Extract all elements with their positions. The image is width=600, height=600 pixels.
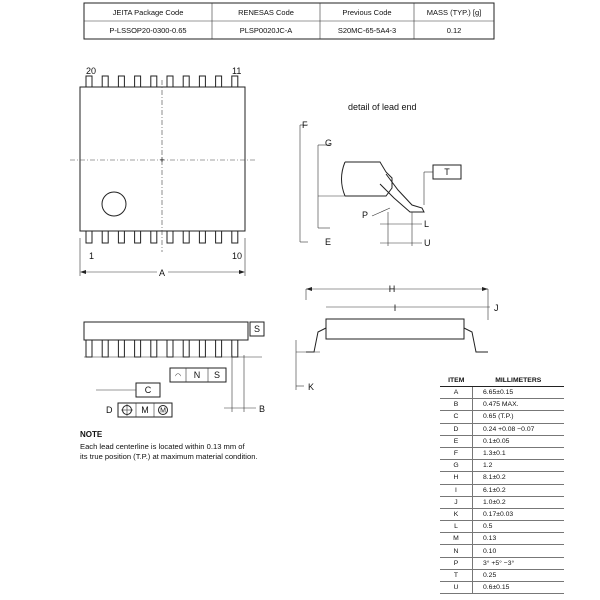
dim-item: L: [440, 521, 473, 533]
note-line-2: its true position (T.P.) at maximum material condition.: [80, 452, 258, 461]
dim-item: K: [440, 508, 473, 520]
dim-item: C: [440, 411, 473, 423]
pin-label-1: 1: [89, 251, 95, 261]
pin: [151, 76, 157, 87]
svg-text:+: +: [159, 155, 165, 165]
front-label-m: M: [141, 405, 149, 415]
dim-row: [440, 545, 564, 557]
dim-row: [440, 496, 564, 508]
header-previous: Previous Code: [342, 8, 392, 17]
pin: [199, 76, 205, 87]
front-label-s2: S: [213, 370, 221, 380]
dim-row: [440, 484, 564, 496]
pin: [151, 340, 157, 357]
dim-value: 1.2: [473, 460, 565, 472]
dim-row: [440, 533, 564, 545]
dim-row: [440, 472, 564, 484]
header-mass: MASS (TYP.) [g]: [426, 8, 482, 17]
pin: [216, 76, 222, 87]
dim-row: [440, 399, 564, 411]
front-label-s: S: [253, 324, 261, 334]
dim-row: [440, 460, 564, 472]
dim-item: H: [440, 472, 473, 484]
pin-label-20: 20: [86, 66, 97, 76]
dim-item: M: [440, 533, 473, 545]
pin: [86, 76, 92, 87]
front-label-c: C: [144, 385, 152, 395]
dim-header-item: ITEM: [440, 374, 473, 387]
svg-text:M: M: [160, 407, 166, 415]
detail-label-g: G: [325, 138, 333, 148]
pin-label-11: 11: [232, 66, 242, 76]
dim-item: A: [440, 387, 473, 399]
front-label-d: D: [106, 405, 113, 415]
pin: [232, 340, 238, 357]
pin: [183, 231, 189, 243]
dimension-table: [440, 374, 564, 594]
value-renesas: PLSP0020JC-A: [239, 26, 293, 35]
dim-row: [440, 447, 564, 459]
pin: [232, 76, 238, 87]
dim-row: [440, 521, 564, 533]
dim-item: I: [440, 484, 473, 496]
detail-label-f: F: [302, 120, 308, 130]
detail-label-u: U: [424, 238, 431, 248]
dim-value: 0.65 (T.P.): [473, 411, 565, 423]
pin: [216, 340, 222, 357]
pin: [167, 231, 173, 243]
value-previous: S20MC-65-5A4-3: [337, 26, 397, 35]
pin: [135, 231, 141, 243]
dim-value: 0.13: [473, 533, 565, 545]
package-code-table: [84, 3, 494, 39]
dim-row: [440, 423, 564, 435]
side-label-i: I: [393, 303, 397, 313]
dim-value: 0.24 +0.08 −0.07: [473, 423, 565, 435]
value-jeita: P-LSSOP20-0300-0.65: [109, 26, 187, 35]
pin: [118, 231, 124, 243]
pin: [199, 340, 205, 357]
front-pins: [86, 340, 238, 357]
dim-row: [440, 582, 564, 594]
dim-value: 6.1±0.2: [473, 484, 565, 496]
dim-value: 0.17±0.03: [473, 508, 565, 520]
value-mass: 0.12: [446, 26, 462, 35]
front-view: [84, 322, 265, 417]
pin: [86, 340, 92, 357]
pin: [86, 231, 92, 243]
front-label-b: B: [259, 404, 266, 414]
detail-label-e: E: [325, 237, 332, 247]
pin: [102, 76, 108, 87]
pin: [216, 231, 222, 243]
dim-item: J: [440, 496, 473, 508]
note-line-1: Each lead centerline is located within 0.13 mm of: [80, 442, 245, 451]
dim-value: 0.25: [473, 569, 565, 581]
detail-label-l: L: [424, 219, 430, 229]
dim-item: B: [440, 399, 473, 411]
side-label-k: K: [308, 382, 315, 392]
dim-item: T: [440, 569, 473, 581]
dim-item: U: [440, 582, 473, 594]
pin-label-10: 10: [232, 251, 243, 261]
dim-item: P: [440, 557, 473, 569]
dim-row: [440, 569, 564, 581]
dim-row: [440, 411, 564, 423]
detail-label-p: P: [362, 210, 369, 220]
side-label-h: H: [388, 284, 396, 294]
front-label-n: N: [193, 370, 201, 380]
detail-title: detail of lead end: [348, 102, 417, 112]
dim-item: G: [440, 460, 473, 472]
pin: [167, 76, 173, 87]
dim-row: [440, 557, 564, 569]
pin: [135, 340, 141, 357]
dim-row: [440, 435, 564, 447]
dim-header-mm: MILLIMETERS: [473, 374, 565, 387]
detail-label-t: T: [444, 167, 450, 177]
dim-item: D: [440, 423, 473, 435]
dim-value: 0.1±0.05: [473, 435, 565, 447]
dim-item: E: [440, 435, 473, 447]
dim-value: 0.10: [473, 545, 565, 557]
dim-value: 0.6±0.15: [473, 582, 565, 594]
pin1-marker: [102, 192, 126, 216]
pin: [118, 76, 124, 87]
side-label-j: J: [494, 303, 499, 313]
dim-value: 6.65±0.15: [473, 387, 565, 399]
dim-value: 0.5: [473, 521, 565, 533]
svg-text:◠: ◠: [174, 373, 182, 380]
dim-value: 8.1±0.2: [473, 472, 565, 484]
pin: [102, 231, 108, 243]
pin: [167, 340, 173, 357]
dim-item: N: [440, 545, 473, 557]
dim-value: 1.3±0.1: [473, 447, 565, 459]
pin: [135, 76, 141, 87]
pin: [183, 340, 189, 357]
lead-end-detail: [300, 102, 461, 248]
dim-item: F: [440, 447, 473, 459]
top-view: [70, 66, 255, 278]
pin: [183, 76, 189, 87]
dim-value: 1.0±0.2: [473, 496, 565, 508]
dim-row: [440, 508, 564, 520]
pin: [151, 231, 157, 243]
dim-row: [440, 387, 564, 399]
note-block: [80, 430, 340, 462]
header-renesas: RENESAS Code: [238, 8, 294, 17]
pin: [199, 231, 205, 243]
dim-value: 0.475 MAX.: [473, 399, 565, 411]
pin: [232, 231, 238, 243]
dim-value: 3° +5° −3°: [473, 557, 565, 569]
header-jeita: JEITA Package Code: [112, 8, 184, 17]
pin: [102, 340, 108, 357]
pin: [118, 340, 124, 357]
note-title: NOTE: [80, 430, 103, 439]
dim-label-a: A: [158, 268, 166, 278]
